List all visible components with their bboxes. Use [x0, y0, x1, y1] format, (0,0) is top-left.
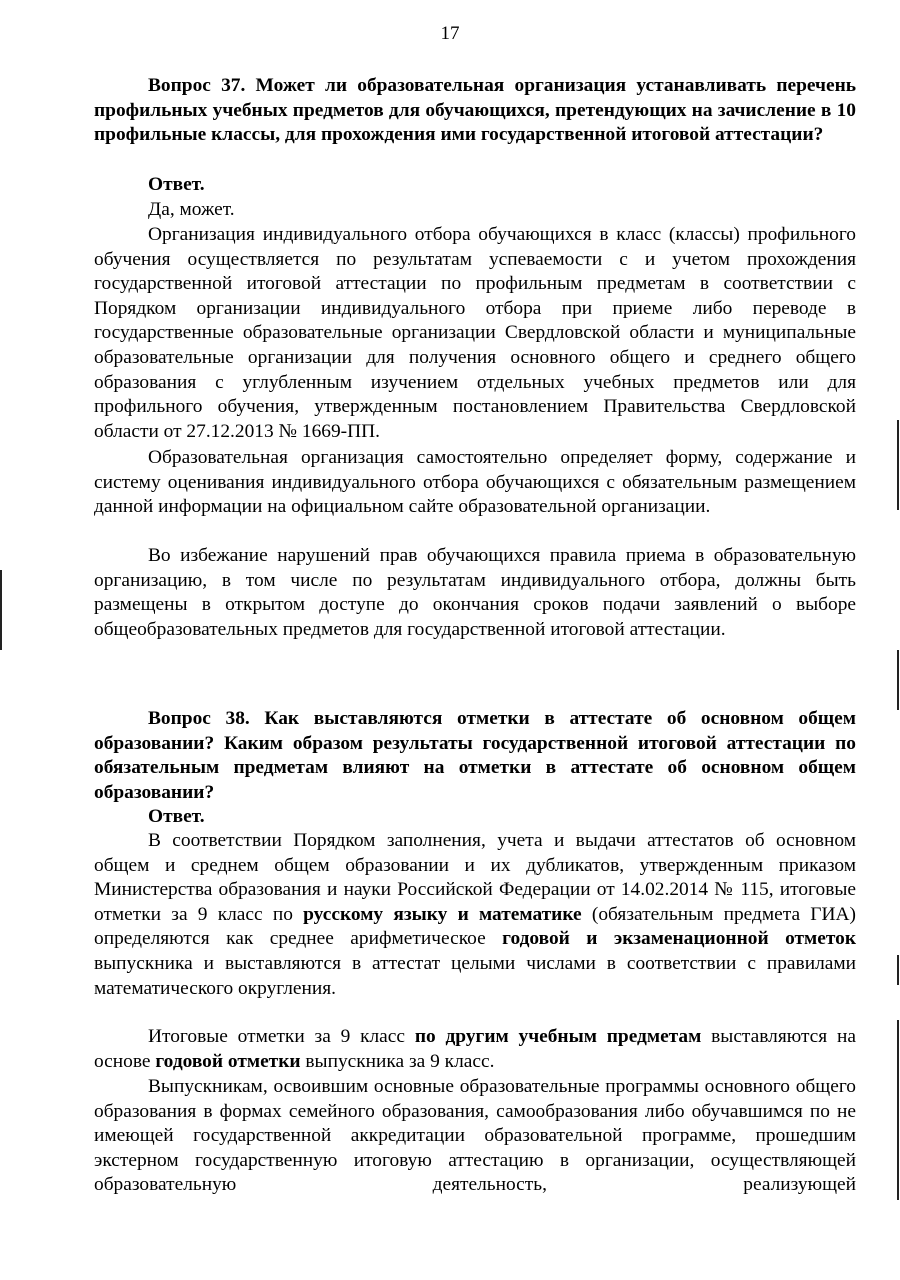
page-number: 17: [440, 23, 460, 44]
scan-edge-mark-right-3: [897, 955, 899, 985]
q38-p1-text-3: выпускника и выставляются в аттестат целыми числами в соответствии с правилами математического округления.: [94, 952, 856, 999]
q38-p1-bold-subjects: русскому языку и математике: [303, 903, 582, 925]
question-37-paragraph-2: Образовательная организация самостоятельно определяет форму, содержание и систему оценивания индивидуального отбора обучающихся с обязательным размещением данной информации на официальном сайте образовательной организации.: [94, 447, 856, 518]
q38-p1-bold-marks: годовой и экзаменационной отметок: [502, 928, 856, 950]
q38-p1-text-2: (обязательным предмета ГИА) определяются как среднее арифметическое: [94, 903, 856, 950]
scan-edge-mark-right-1: [897, 420, 899, 510]
q38-p2-text-3: выпускника за 9 класс.: [300, 1050, 495, 1072]
question-37-paragraph-1: Организация индивидуального отбора обучающихся в класс (классы) профильного обучения осуществляется по результатам успеваемости с и учетом прохождения государственной итоговой аттестации по профильным предметам в соответствии с Порядком организации индивидуального отбора при приеме либо переводе в государственные образовательные организации Свердловской области и муниципальные образовательные организации для получения основного общего и среднего общего образования с углубленным изучением отдельных учебных предметов или для профильного обучения, утвержденным постановлением Правительства Свердловской области от 27.12.2013 № 1669-ПП.: [94, 224, 856, 442]
q38-p1-text-1: В соответствии Порядком заполнения, учета и выдачи аттестатов об основном общем и среднем общем образовании и их дубликатов, утвержденным приказом Министерства образования и науки Российской Федерации от 14.02.2014 № 115, итоговые отметки за 9 класс по: [94, 830, 856, 925]
scan-edge-mark-left: [0, 570, 2, 650]
question-37-answer-short: Да, может.: [148, 199, 235, 220]
scan-edge-mark-right-2: [897, 650, 899, 710]
question-37-paragraph-3: Во избежание нарушений прав обучающихся правила приема в образовательную организацию, в том числе по результатам индивидуального отбора, должны быть размещены в открытом доступе до окончания сроков подачи заявлений о выборе общеобразовательных предметов для государственной итоговой аттестации.: [94, 545, 856, 640]
question-38-paragraph-1: [94, 829, 856, 1001]
q38-p2-text-2: выставляются на основе: [94, 1026, 856, 1072]
question-38-paragraph-3: Выпускникам, освоившим основные образовательные программы основного общего образования в формах семейного образования, самообразования либо обучавшимся по не имеющей государственной аккредитации образовательной программе, прошедшим экстерном государственную итоговую аттестацию в организации, осуществляющей образовательную деятельность, реализующей: [94, 1076, 856, 1196]
q38-p2-bold-other-subjects: по другим учебным предметам: [414, 1026, 702, 1047]
question-38-answer-label: Ответ.: [148, 806, 205, 827]
q38-p2-bold-annual-mark: годовой отметки: [155, 1050, 301, 1072]
q38-p2-text-1: Итоговые отметки за 9 класс: [148, 1026, 415, 1047]
question-38-heading: Вопрос 38. Как выставляются отметки в аттестате об основном общем образовании? Каким образом результаты государственной итоговой аттестации по обязательным предметам влияют на отметки в аттестате об основном общем образовании?: [94, 708, 856, 803]
scan-edge-mark-right-4: [897, 1020, 899, 1200]
question-37-answer-label: Ответ.: [148, 174, 205, 195]
question-37-heading: Вопрос 37. Может ли образовательная организация устанавливать перечень профильных учебных предметов для обучающихся, претендующих на зачисление в 10 профильные классы, для прохождения ими государственной итоговой аттестации?: [94, 75, 856, 146]
question-38-paragraph-2: [94, 1025, 856, 1074]
